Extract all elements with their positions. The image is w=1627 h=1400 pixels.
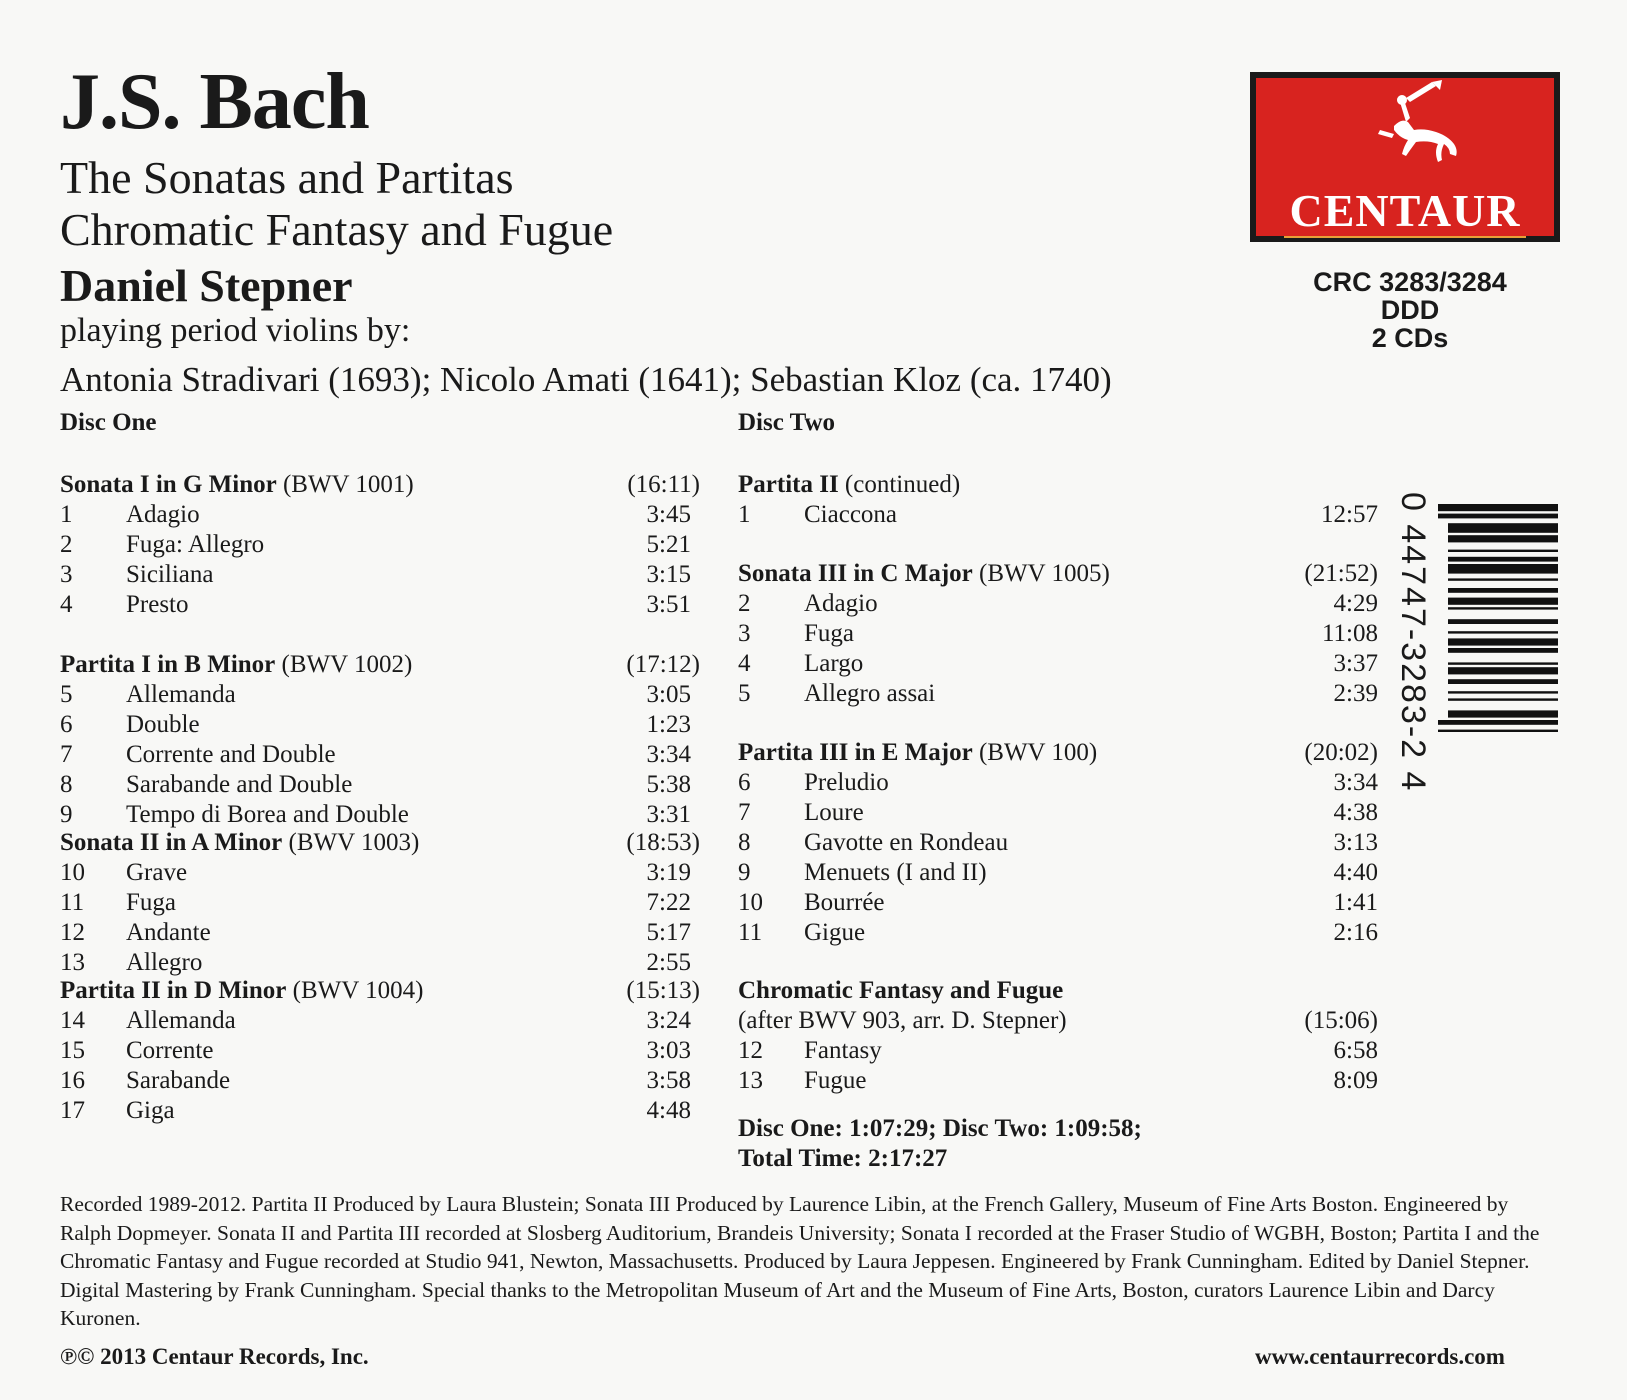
- track-duration: 5:21: [646, 531, 691, 558]
- track-title: Andante: [126, 919, 211, 946]
- work-name: Sonata I in G Minor: [60, 471, 277, 498]
- track-title: Gavotte en Rondeau: [804, 829, 1009, 856]
- track-title: Tempo di Borea and Double: [126, 801, 409, 828]
- track-row: [60, 560, 700, 590]
- track-number: 9: [738, 859, 751, 886]
- work-catalog: (BWV 100): [978, 739, 1098, 766]
- catalog-number: CRC 3283/3284: [1313, 267, 1507, 297]
- work-title: [738, 738, 1097, 768]
- track-duration: 4:29: [1333, 590, 1378, 617]
- recording-format: DDD: [1380, 295, 1440, 325]
- barcode-bar: [1448, 564, 1558, 574]
- album-subtitle-1: The Sonatas and Partitas: [60, 152, 514, 203]
- centaur-logo: [1250, 72, 1560, 242]
- track-row: [60, 680, 700, 710]
- track-title: Giga: [126, 1097, 175, 1124]
- track-number: 8: [738, 829, 751, 856]
- work-title-row: [738, 976, 1378, 1006]
- track-title: Fantasy: [804, 1037, 882, 1064]
- track-title: Allegro assai: [804, 680, 936, 707]
- performer-name: Daniel Stepner: [60, 260, 353, 311]
- track-title: Grave: [126, 859, 188, 886]
- track-title: Corrente and Double: [126, 741, 336, 768]
- work-name: Sonata III in C Major: [738, 560, 973, 587]
- barcode-bar: [1448, 679, 1558, 684]
- barcode-bar: [1448, 698, 1558, 700]
- track-title: Ciaccona: [804, 501, 898, 528]
- track-duration: 2:16: [1333, 919, 1378, 946]
- work-title: [738, 470, 960, 500]
- track-title: Bourrée: [804, 889, 885, 916]
- work-title: [60, 828, 419, 858]
- barcode-bar: [1438, 504, 1558, 511]
- barcode-bar: [1448, 638, 1558, 645]
- track-title: Double: [126, 711, 200, 738]
- work-title-row: [738, 738, 1378, 768]
- track-title: Fugue: [804, 1067, 867, 1094]
- barcode-bar: [1448, 691, 1558, 693]
- track-duration: 3:19: [646, 859, 691, 886]
- track-row: [738, 1066, 1378, 1096]
- track-duration: 3:45: [646, 501, 691, 528]
- track-row: [60, 1096, 700, 1126]
- total-times: [738, 1114, 1142, 1174]
- track-duration: 5:38: [646, 771, 691, 798]
- track-title: Sarabande: [126, 1067, 231, 1094]
- website-link[interactable]: www.centaurrecords.com: [1255, 1344, 1505, 1369]
- track-number: 1: [60, 501, 73, 528]
- work-catalog: (BWV 1003): [288, 829, 420, 856]
- work-name: Sonata II in A Minor: [60, 829, 283, 856]
- track-duration: 3:31: [646, 801, 691, 828]
- track-duration: 11:08: [1321, 620, 1378, 647]
- work-name: Partita I in B Minor: [60, 651, 276, 678]
- work-duration: (16:11): [627, 471, 700, 498]
- track-number: 6: [60, 711, 73, 738]
- track-title: Allegro: [126, 949, 203, 976]
- logo-underline: [1284, 236, 1526, 238]
- track-duration: 3:51: [646, 591, 691, 618]
- track-number: 5: [738, 680, 751, 707]
- track-duration: 1:41: [1333, 889, 1378, 916]
- work-title: [60, 650, 412, 680]
- track-number: 10: [60, 859, 85, 886]
- track-title: Largo: [804, 650, 864, 677]
- track-row: [60, 1006, 700, 1036]
- track-number: 10: [738, 889, 763, 916]
- track-duration: 4:38: [1333, 799, 1378, 826]
- track-row: [60, 888, 700, 918]
- barcode-bar: [1448, 578, 1558, 580]
- track-title: Menuets (I and II): [804, 859, 987, 886]
- barcode-bar: [1438, 720, 1558, 725]
- album-subtitle-2: Chromatic Fantasy and Fugue: [60, 204, 614, 255]
- track-number: 3: [60, 561, 73, 588]
- disc-two-heading: Disc Two: [738, 409, 835, 436]
- track-number: 6: [738, 769, 751, 796]
- track-number: 13: [60, 949, 85, 976]
- copyright: ℗© 2013 Centaur Records, Inc.: [60, 1344, 369, 1369]
- track-number: 16: [60, 1067, 85, 1094]
- track-duration: 3:37: [1333, 650, 1378, 677]
- barcode-bar: [1448, 619, 1558, 624]
- track-row: [738, 1036, 1378, 1066]
- barcode-bar: [1448, 557, 1558, 562]
- track-number: 4: [60, 591, 73, 618]
- barcode-bar: [1448, 631, 1558, 633]
- track-duration: 7:22: [646, 889, 691, 916]
- track-duration: 3:15: [646, 561, 691, 588]
- track-title: Gigue: [804, 919, 866, 946]
- barcode-bar: [1448, 667, 1558, 674]
- work-name: Chromatic Fantasy and Fugue: [738, 977, 1064, 1004]
- track-row: [60, 770, 700, 800]
- track-number: 11: [60, 889, 85, 916]
- work-subtitle: (after BWV 903, arr. D. Stepner): [738, 1007, 1067, 1034]
- barcode-bar: [1448, 710, 1558, 717]
- work-duration: (18:53): [626, 829, 700, 856]
- barcode-bar: [1448, 588, 1558, 593]
- track-row: [738, 649, 1378, 679]
- track-number: 13: [738, 1067, 763, 1094]
- track-row: [60, 858, 700, 888]
- work-catalog: (continued): [844, 471, 961, 498]
- work-title-row: [60, 470, 700, 500]
- work-title-row: [738, 559, 1378, 589]
- barcode-bar: [1448, 598, 1558, 605]
- centaur-emblem-icon: [1256, 78, 1554, 188]
- track-row: [738, 619, 1378, 649]
- work-title: [738, 976, 1063, 1006]
- track-number: 12: [738, 1037, 763, 1064]
- track-title: Loure: [804, 799, 864, 826]
- track-row: [60, 500, 700, 530]
- disc-one-heading: Disc One: [60, 409, 157, 436]
- track-row: [738, 888, 1378, 918]
- track-duration: 6:58: [1333, 1037, 1378, 1064]
- work-duration: (21:52): [1304, 560, 1378, 587]
- track-duration: 2:39: [1333, 680, 1378, 707]
- track-number: 14: [60, 1007, 85, 1034]
- track-row: [738, 858, 1378, 888]
- work-title: [60, 470, 414, 500]
- track-number: 1: [738, 501, 751, 528]
- track-duration: 1:23: [646, 711, 691, 738]
- work-title-row: [60, 976, 700, 1006]
- work-name: Partita II: [738, 471, 839, 498]
- track-title: Adagio: [126, 501, 200, 528]
- track-duration: 12:57: [1321, 501, 1378, 528]
- track-row: [60, 740, 700, 770]
- track-number: 3: [738, 620, 751, 647]
- catalog-info: [1290, 268, 1530, 352]
- track-number: 5: [60, 681, 73, 708]
- track-number: 12: [60, 919, 85, 946]
- barcode-bar: [1448, 662, 1558, 664]
- track-duration: 3:24: [646, 1007, 691, 1034]
- barcode-bar: [1438, 514, 1558, 519]
- work-name: Partita III in E Major: [738, 739, 973, 766]
- track-duration: 4:40: [1333, 859, 1378, 886]
- recording-credits: Recorded 1989-2012. Partita II Produced by Laura Blustein; Sonata III Produced by Laurence Libin, at the French Gallery, Museum of Fine Arts Boston. Engineered by Ralph Dopmeyer. Sonata II and Partita III recorded at Slosberg Auditorium, Brandeis University; Sonata I recorded at the Fraser Studio of WGBH, Boston; Partita I and the Chromatic Fantasy and Fugue recorded at Studio 941, Newton, Massachusetts. Produced by Laura Jeppesen. Engineered by Frank Cunningham. Edited by Daniel Stepner. Digital Mastering by Frank Cunningham. Special thanks to the Metropolitan Museum of Art and the Museum of Fine Arts, Boston, curators Laurence Libin and Darcy Kuronen.: [60, 1192, 1540, 1330]
- track-row: [738, 679, 1378, 709]
- work-title-row: [60, 650, 700, 680]
- track-row: [738, 918, 1378, 948]
- work-catalog: (BWV 1002): [281, 651, 413, 678]
- work-duration: (20:02): [1304, 739, 1378, 766]
- track-duration: 3:34: [646, 741, 691, 768]
- track-duration: 4:48: [646, 1097, 691, 1124]
- barcode-bar: [1448, 607, 1558, 609]
- track-number: 17: [60, 1097, 85, 1124]
- work-name: Partita II in D Minor: [60, 977, 287, 1004]
- track-title: Sarabande and Double: [126, 771, 353, 798]
- track-title: Allemanda: [126, 1007, 236, 1034]
- track-row: [60, 948, 700, 978]
- track-title: Fuga: [126, 889, 176, 916]
- work-title-row: [60, 828, 700, 858]
- work-duration: (15:13): [626, 977, 700, 1004]
- track-title: Preludio: [804, 769, 889, 796]
- track-duration: 3:13: [1333, 829, 1378, 856]
- barcode-bar: [1448, 523, 1558, 533]
- track-title: Corrente: [126, 1037, 214, 1064]
- track-number: 15: [60, 1037, 85, 1064]
- barcode: [1390, 490, 1566, 910]
- track-number: 4: [738, 650, 751, 677]
- track-duration: 3:58: [646, 1067, 691, 1094]
- work-subtitle-row: [738, 1006, 1378, 1036]
- work-title: [60, 976, 423, 1006]
- track-row: [738, 589, 1378, 619]
- track-number: 7: [60, 741, 73, 768]
- violins-list: Antonia Stradivari (1693); Nicolo Amati (1641); Sebastian Kloz (ca. 1740): [60, 360, 1112, 399]
- track-duration: 3:05: [646, 681, 691, 708]
- track-number: 9: [60, 801, 73, 828]
- track-title: Allemanda: [126, 681, 236, 708]
- track-row: [60, 530, 700, 560]
- barcode-bar: [1448, 535, 1558, 542]
- track-row: [738, 828, 1378, 858]
- track-number: 8: [60, 771, 73, 798]
- work-title-row: [738, 470, 1378, 500]
- track-row: [60, 1036, 700, 1066]
- total-time: Total Time: 2:17:27: [738, 1145, 948, 1172]
- work-catalog: (BWV 1001): [282, 471, 414, 498]
- centaur-wordmark: CENTAUR: [1289, 185, 1521, 236]
- track-row: [738, 768, 1378, 798]
- barcode-bar: [1448, 648, 1558, 653]
- track-row: [738, 500, 1378, 530]
- barcode-number: 0 44747-3283-2 4: [1394, 492, 1432, 793]
- composer-title: J.S. Bach: [60, 58, 369, 146]
- work-duration: (17:12): [626, 651, 700, 678]
- track-title: Siciliana: [126, 561, 214, 588]
- track-number: 2: [738, 590, 751, 617]
- track-title: Fuga: Allegro: [126, 531, 265, 558]
- disc-totals: Disc One: 1:07:29; Disc Two: 1:09:58;: [738, 1115, 1142, 1142]
- track-duration: 3:34: [1333, 769, 1378, 796]
- track-duration: 5:17: [646, 919, 691, 946]
- work-catalog: (BWV 1004): [292, 977, 424, 1004]
- track-row: [738, 798, 1378, 828]
- work-catalog: (BWV 1005): [979, 560, 1110, 587]
- work-title: [738, 559, 1110, 589]
- track-number: 11: [738, 919, 763, 946]
- track-row: [60, 590, 700, 620]
- work-duration: (15:06): [1304, 1007, 1378, 1034]
- track-row: [60, 710, 700, 740]
- track-duration: 8:09: [1333, 1067, 1378, 1094]
- track-row: [60, 1066, 700, 1096]
- barcode-bar: [1448, 550, 1558, 552]
- track-duration: 2:55: [646, 949, 691, 976]
- track-duration: 3:03: [646, 1037, 691, 1064]
- track-number: 7: [738, 799, 751, 826]
- track-title: Adagio: [804, 590, 878, 617]
- track-row: [60, 918, 700, 948]
- barcode-bar: [1438, 730, 1558, 732]
- track-number: 2: [60, 531, 73, 558]
- disc-count: 2 CDs: [1371, 323, 1449, 353]
- track-title: Presto: [126, 591, 189, 618]
- performer-note: playing period violins by:: [60, 312, 411, 349]
- track-row: [60, 800, 700, 830]
- track-title: Fuga: [804, 620, 854, 647]
